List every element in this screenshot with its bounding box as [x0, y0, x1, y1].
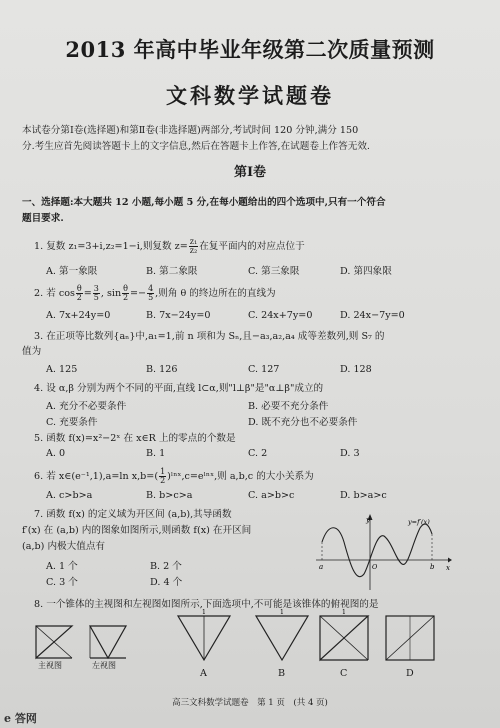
q6-option-a: A. c>b>a: [46, 490, 93, 501]
q8-option-d-letter: D: [406, 668, 414, 679]
q6-option-c: C. a>b>c: [248, 490, 295, 501]
q8-a-dim: 1: [202, 609, 206, 616]
question-7-line-1: 7. 函数 f(x) 的定义域为开区间 (a,b),其导函数: [34, 509, 232, 520]
q3-option-a: A. 125: [46, 364, 78, 375]
q4-option-c: C. 充要条件: [46, 417, 98, 428]
section-title: 第Ⅰ卷: [233, 165, 267, 180]
q5-option-c: C. 2: [248, 448, 268, 459]
q2-frac-2-den: 5: [93, 293, 99, 302]
q1-option-d: D. 第四象限: [340, 266, 392, 277]
instructions-line-2: 题目要求.: [22, 213, 64, 224]
q5-option-a: A. 0: [46, 448, 66, 459]
q2-part-2: =: [83, 288, 92, 299]
q1-frac-den: z₂: [189, 246, 198, 255]
q8-option-d-figure: [384, 612, 436, 664]
q6-part-1: 6. 若 x∈(e⁻¹,1),a=ln x,b=(: [34, 471, 159, 482]
q2-frac-2: [93, 285, 100, 302]
question-2-stem: [34, 285, 276, 302]
q3-option-b: B. 126: [146, 364, 178, 375]
question-7-line-2: f′(x) 在 (a,b) 内的图象如图所示,则函数 f(x) 在开区间: [22, 525, 252, 536]
q6-frac-den: 2: [160, 476, 166, 485]
q2-frac-2-num: 3: [93, 284, 99, 293]
q2-part-1: 2. 若 cos: [34, 288, 75, 299]
q7-y-label: y: [366, 516, 370, 524]
q7-option-d: D. 4 个: [150, 577, 183, 588]
q6-option-d: D. b>a>c: [340, 490, 387, 501]
q7-option-b: B. 2 个: [150, 561, 182, 572]
q7-graph-label: y=f′(x): [408, 518, 430, 526]
q7-derivative-graph: [312, 514, 452, 594]
q2-frac-1: [76, 285, 83, 302]
q4-option-d: D. 既不充分也不必要条件: [248, 417, 358, 428]
q7-a-label: a: [319, 563, 324, 571]
q6-frac-num: 1: [160, 467, 166, 476]
q6-part-2: )ˡⁿˣ,c=eˡⁿˣ,则 a,b,c 的大小关系为: [167, 471, 314, 482]
page-footer: 高三文科数学试题卷 第 1 页 (共 4 页): [172, 698, 328, 708]
question-6-stem: [34, 468, 314, 485]
question-5-stem: 5. 函数 f(x)=x²−2ˣ 在 x∈R 上的零点的个数是: [34, 433, 236, 444]
question-4-stem: 4. 设 α,β 分别为两个不同的平面,直线 l⊂α,则"l⊥β"是"α⊥β"成立的: [34, 383, 324, 394]
q2-part-3: , sin: [100, 288, 122, 299]
q8-b-dim: 1: [280, 609, 284, 616]
q8-option-c-letter: C: [340, 668, 348, 679]
site-logo: e 答网: [4, 712, 37, 725]
q4-option-a: A. 充分不必要条件: [46, 401, 127, 412]
q8-side-triangle: [90, 626, 126, 658]
q1-option-b: B. 第二象限: [146, 266, 198, 277]
q2-option-d: D. 24x−7y=0: [340, 310, 405, 321]
q2-frac-1-num: θ: [76, 284, 82, 293]
question-7-line-3: (a,b) 内极大值点有: [22, 541, 106, 552]
q1-stem-b: 在复平面内的对应点位于: [199, 241, 305, 252]
q4-option-b: B. 必要不充分条件: [248, 401, 329, 412]
q1-option-a: A. 第一象限: [46, 266, 98, 277]
q8-option-a-letter: A: [200, 668, 207, 679]
q7-x-arrow: [448, 558, 452, 563]
q8-front-view-label: 主视图: [38, 661, 62, 670]
q6-option-b: B. b>c>a: [146, 490, 193, 501]
q5-option-b: B. 1: [146, 448, 166, 459]
question-1-stem: [34, 238, 305, 255]
q7-option-a: A. 1 个: [46, 561, 78, 572]
intro-line-2: 分.考生应首先阅读答题卡上的文字信息,然后在答题卡上作答,在试题卷上作答无效.: [22, 141, 370, 152]
question-8-stem: 8. 一个锥体的主视图和左视图如图所示,下面选项中,不可能是该锥体的俯视图的是: [34, 599, 379, 610]
exam-title: 2013 年高中毕业年级第二次质量预测: [65, 37, 435, 62]
q2-frac-3: [122, 285, 129, 302]
question-3-line-1: 3. 在正项等比数列{aₙ}中,a₁=1,前 n 项和为 Sₙ,且−a₃,a₂,a₄ 成等差数列,则 S₇ 的: [34, 331, 385, 342]
q2-frac-4-den: 5: [148, 293, 154, 302]
q2-option-b: B. 7x−24y=0: [146, 310, 211, 321]
q2-frac-3-num: θ: [123, 284, 128, 293]
q8-option-b-letter: B: [278, 668, 286, 679]
q2-frac-1-den: 2: [76, 293, 82, 302]
q2-frac-4-num: 4: [148, 284, 154, 293]
q1-fraction: [189, 238, 198, 255]
question-3-line-2: 值为: [22, 346, 42, 357]
q1-frac-num: z₁: [189, 237, 198, 246]
q8-side-view: [88, 620, 128, 664]
q6-fraction: [159, 468, 166, 485]
q3-option-d: D. 128: [340, 364, 372, 375]
q7-x-label: x: [446, 564, 450, 572]
q2-frac-3-den: 2: [123, 293, 129, 302]
instructions-line-1: 一、选择题:本大题共 12 小题,每小题 5 分,在每小题给出的四个选项中,只有一个符合: [22, 197, 386, 208]
q7-option-c: C. 3 个: [46, 577, 78, 588]
q2-option-c: C. 24x+7y=0: [248, 310, 313, 321]
intro-line-1: 本试卷分第Ⅰ卷(选择题)和第Ⅱ卷(非选择题)两部分,考试时间 120 分钟,满分 150: [22, 125, 359, 136]
q2-part-5: ,则角 θ 的终边所在的直线为: [155, 288, 276, 299]
q8-front-view: [34, 620, 74, 664]
q7-b-label: b: [430, 563, 435, 571]
exam-subtitle: 文科数学试题卷: [166, 83, 334, 108]
q8-option-b-figure: [254, 609, 310, 664]
q8-c-dim: 1: [342, 609, 346, 616]
q1-option-c: C. 第三象限: [248, 266, 300, 277]
q8-option-a-figure: [176, 609, 232, 664]
q8-option-c-figure: [318, 609, 370, 664]
q2-part-4: =−: [130, 288, 147, 299]
q5-option-d: D. 3: [340, 448, 360, 459]
q3-option-c: C. 127: [248, 364, 280, 375]
q7-origin-label: O: [372, 563, 378, 571]
q2-frac-4: [147, 285, 154, 302]
q8-b-triangle: [256, 616, 308, 660]
q8-side-view-label: 左视图: [92, 661, 116, 670]
q1-stem-a: 1. 复数 z₁=3+i,z₂=1−i,则复数 z=: [34, 241, 188, 252]
q2-option-a: A. 7x+24y=0: [46, 310, 111, 321]
